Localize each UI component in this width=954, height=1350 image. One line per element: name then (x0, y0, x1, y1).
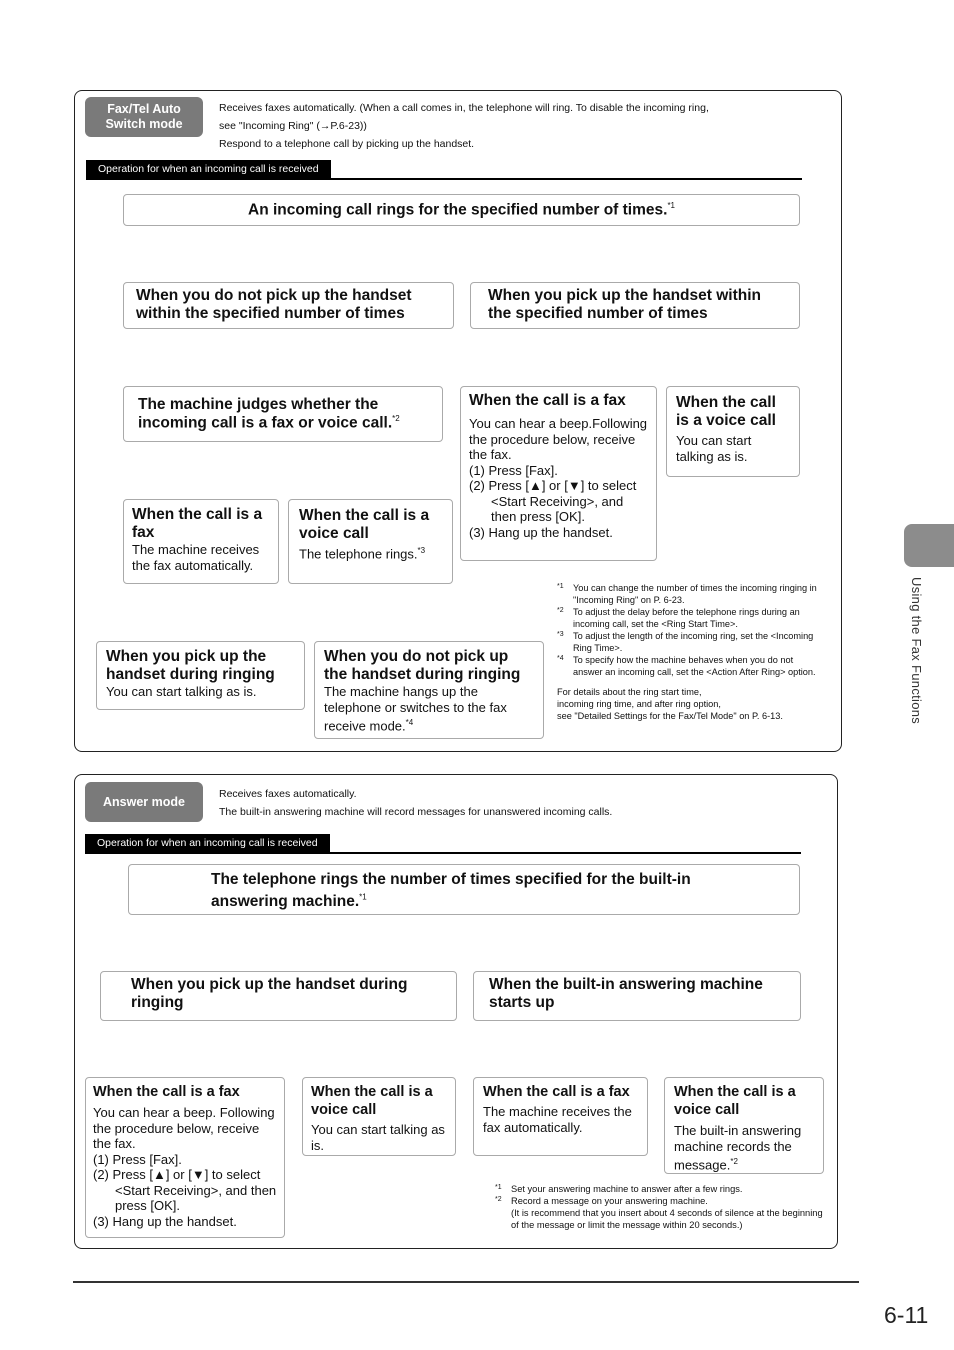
body-line: You can hear a beep.Following the procedure below, receive the fax. (469, 416, 648, 462)
fax-call-box-b (460, 386, 657, 561)
footnote: *1 Set your answering machine to answer after a few rings. (495, 1184, 743, 1194)
answer-pickup-text: When you pick up the handset during ringing (131, 976, 408, 1011)
fax-tel-mode-badge: Fax/Tel Auto Switch mode (85, 97, 203, 137)
machine-starts-box (473, 971, 801, 1021)
operation-label: Operation for when an incoming call is received (85, 834, 330, 853)
fax-call-title: When the call is a fax (132, 506, 263, 541)
answer-voice-box-b (664, 1077, 824, 1174)
operation-rule (86, 178, 802, 180)
voice-call-title: When the call is a voice call (676, 394, 776, 429)
answer-pickup-box (100, 971, 457, 1021)
desc-line: see "Incoming Ring" (→P.6-23)) (219, 120, 367, 132)
desc-line: Respond to a telephone call by picking up the handset. (219, 138, 475, 150)
footnote-ref: *4 (405, 718, 414, 727)
answer-voice-box-a (302, 1077, 456, 1156)
fax-call-body (469, 416, 648, 540)
voice-call-box-b (666, 386, 800, 477)
footnote: *3 To adjust the length of the incoming ring, set the <Incoming Ring Time>. (557, 631, 814, 653)
footnote: (It is recommend that you insert about 4 seconds of silence at the beginning of the message or limit the message within 20 seconds.) (511, 1208, 823, 1230)
fax-call-body (93, 1105, 277, 1229)
ring-no-pickup-body (324, 684, 534, 734)
ring-no-pickup-title: When you do not pick up the handset during ringing (324, 648, 521, 683)
body-line: (1) Press [Fax]. (469, 462, 558, 478)
chapter-label: Using the Fax Functions (909, 577, 924, 725)
answer-description (219, 785, 612, 821)
body-line: (1) Press [Fax]. (93, 1151, 182, 1167)
ring-pickup-body: You can start talking as is. (106, 684, 257, 699)
voice-call-text: The telephone rings. (299, 546, 418, 562)
voice-call-body: You can start talking as is. (311, 1122, 445, 1153)
chapter-tab (904, 524, 954, 567)
body-line: (3) Hang up the handset. (469, 524, 613, 540)
answer-footnotes (495, 1183, 825, 1231)
judge-box (123, 386, 443, 442)
footnote: *1 You can change the number of times the incoming ringing in "Incoming Ring" on P. 6-23. (557, 583, 817, 605)
footnote-ref: *3 (417, 546, 426, 555)
rings-text: The telephone rings the number of times specified for the built-in answering machine. (211, 871, 691, 910)
ring-no-pickup-text: The machine hangs up the telephone or switches to the fax receive mode. (324, 684, 507, 734)
desc-line: Receives faxes automatically. (When a call comes in, the telephone will ring. To disable the incoming ring, (219, 102, 709, 114)
body-line: (2) Press [▲] or [▼] to select <Start Receiving>, and then press [OK]. (469, 478, 637, 524)
judge-text: The machine judges whether the incoming call is a fax or voice call. (138, 396, 393, 432)
fax-call-title: When the call is a fax (483, 1084, 630, 1100)
footer-rule (73, 1281, 859, 1283)
fax-call-title: When the call is a fax (469, 392, 626, 409)
answer-mode-badge: Answer mode (85, 782, 203, 822)
fax-call-box-a (123, 499, 279, 584)
rings-box (128, 864, 800, 915)
body-line: (3) Hang up the handset. (93, 1213, 237, 1229)
pickup-box (470, 282, 800, 329)
fax-call-title: When the call is a fax (93, 1084, 240, 1100)
voice-call-box-a (288, 499, 453, 584)
no-pickup-box (123, 282, 454, 329)
voice-call-body (674, 1123, 814, 1173)
ring-no-pickup-box (314, 641, 544, 739)
body-line: You can hear a beep. Following the procedure below, receive the fax. (93, 1105, 275, 1151)
fax-call-body: The machine receives the fax automatically. (483, 1104, 632, 1135)
footnote: *2 Record a message on your answering machine. (495, 1196, 708, 1206)
operation-rule (85, 852, 801, 854)
desc-line: Receives faxes automatically. (219, 788, 357, 800)
ring-pickup-box (96, 641, 305, 710)
fax-call-body: The machine receives the fax automatically. (132, 542, 260, 573)
voice-call-title: When the call is a voice call (311, 1084, 433, 1118)
footnote: *4 To specify how the machine behaves when you do not answer an incoming call, set the <Action After Ring> option. (557, 655, 816, 677)
machine-starts-text: When the built-in answering machine starts up (489, 976, 763, 1011)
footnote-ref: *1 (359, 892, 367, 902)
page-number: 6-11 (884, 1302, 929, 1328)
fax-tel-footnotes (557, 582, 823, 722)
ring-pickup-title: When you pick up the handset during ringing (106, 648, 275, 683)
footnote: *2 To adjust the delay before the telephone rings during an incoming call, set the <Ring Start Time>. (557, 607, 800, 629)
operation-label: Operation for when an incoming call is received (86, 160, 331, 179)
voice-call-title: When the call is a voice call (674, 1084, 796, 1118)
voice-call-title: When the call is a voice call (299, 507, 430, 542)
details-note: For details about the ring start time, incoming ring time, and after ring option, see "Detailed Settings for the Fax/Tel Mode" on P. 6-13. (557, 687, 783, 721)
pickup-text: When you pick up the handset within the specified number of times (488, 287, 761, 322)
voice-call-body (299, 543, 442, 562)
incoming-call-box (123, 194, 800, 226)
footnote-ref: *2 (730, 1157, 738, 1166)
answer-fax-box-b (473, 1077, 648, 1156)
desc-line: The built-in answering machine will record messages for unanswered incoming calls. (219, 806, 613, 818)
footnote-ref: *1 (667, 201, 675, 210)
incoming-call-text: An incoming call rings for the specified number of times. (248, 201, 668, 219)
voice-call-text: The built-in answering machine records the message. (674, 1123, 802, 1173)
answer-fax-box-a (85, 1077, 285, 1238)
body-line: (2) Press [▲] or [▼] to select <Start Receiving>, and then press [OK]. (93, 1167, 277, 1213)
voice-call-body: You can start talking as is. (676, 433, 752, 464)
footnote-ref: *2 (392, 414, 400, 423)
fax-tel-description (219, 99, 709, 153)
no-pickup-text: When you do not pick up the handset within the specified number of times (136, 287, 412, 322)
